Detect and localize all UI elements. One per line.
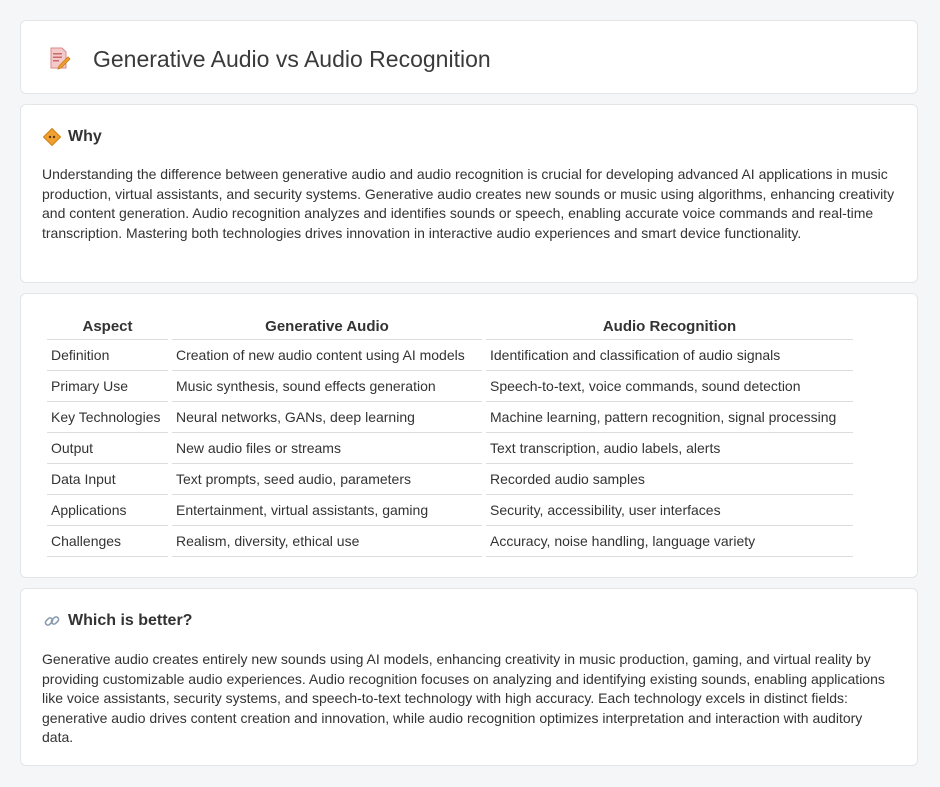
row-aspect: Applications	[47, 495, 168, 526]
comparison-card	[20, 293, 918, 578]
why-heading: Why	[68, 128, 102, 145]
row-generative-value: Neural networks, GANs, deep learning	[172, 402, 482, 433]
table-row	[47, 402, 853, 433]
document-pencil-icon	[47, 46, 71, 70]
why-heading-row	[43, 127, 102, 147]
better-heading: Which is better?	[68, 612, 193, 629]
why-section	[20, 104, 918, 283]
row-aspect: Primary Use	[47, 371, 168, 402]
row-aspect: Output	[47, 433, 168, 464]
comparison-table	[43, 314, 857, 557]
page-title: Generative Audio vs Audio Recognition	[93, 46, 491, 72]
row-generative-value: Creation of new audio content using AI models	[172, 340, 482, 371]
row-generative-value: New audio files or streams	[172, 433, 482, 464]
column-header-aspect: Aspect	[47, 314, 168, 340]
row-recognition-value: Recorded audio samples	[486, 464, 853, 495]
table-row	[47, 340, 853, 371]
row-aspect: Challenges	[47, 526, 168, 557]
row-recognition-value: Security, accessibility, user interfaces	[486, 495, 853, 526]
row-recognition-value: Machine learning, pattern recognition, signal processing	[486, 402, 853, 433]
table-row	[47, 433, 853, 464]
table-row	[47, 495, 853, 526]
better-heading-row	[43, 611, 192, 631]
table-header-row	[47, 314, 853, 340]
row-generative-value: Music synthesis, sound effects generation	[172, 371, 482, 402]
table-row	[47, 371, 853, 402]
row-recognition-value: Accuracy, noise handling, language variety	[486, 526, 853, 557]
table-row	[47, 526, 853, 557]
row-recognition-value: Speech-to-text, voice commands, sound detection	[486, 371, 853, 402]
row-aspect: Data Input	[47, 464, 168, 495]
row-aspect: Key Technologies	[47, 402, 168, 433]
row-generative-value: Entertainment, virtual assistants, gaming	[172, 495, 482, 526]
row-aspect: Definition	[47, 340, 168, 371]
which-is-better-section	[20, 588, 918, 766]
row-recognition-value: Identification and classification of audio signals	[486, 340, 853, 371]
table-row	[47, 464, 853, 495]
title-card	[20, 20, 918, 94]
column-header-generative-audio: Generative Audio	[172, 314, 482, 340]
row-generative-value: Realism, diversity, ethical use	[172, 526, 482, 557]
row-generative-value: Text prompts, seed audio, parameters	[172, 464, 482, 495]
link-icon	[43, 612, 61, 630]
diamond-sign-icon	[43, 128, 61, 146]
column-header-audio-recognition: Audio Recognition	[486, 314, 853, 340]
row-recognition-value: Text transcription, audio labels, alerts	[486, 433, 853, 464]
why-text: Understanding the difference between generative audio and audio recognition is crucial for developing advanced AI applications in music production, virtual assistants, and security systems. Generative audio creates new sounds or music using algorithms, enhancing creativity and content generation. Audio recognition analyzes and identifies sounds or speech, enabling accurate voice commands and real-time transcription. Mastering both technologies drives innovation in interactive audio experiences and smart device functionality.	[42, 166, 895, 241]
better-text: Generative audio creates entirely new sounds using AI models, enhancing creativity in music production, gaming, and virtual reality by providing customizable audio experiences. Audio recognition focuses on analyzing and identifying existing sounds, enabling applications like voice assistants, security systems, and speech-to-text technology with high accuracy. Each technology excels in distinct fields: generative audio drives content creation and innovation, while audio recognition optimizes interpretation and interaction with auditory data.	[42, 651, 885, 745]
